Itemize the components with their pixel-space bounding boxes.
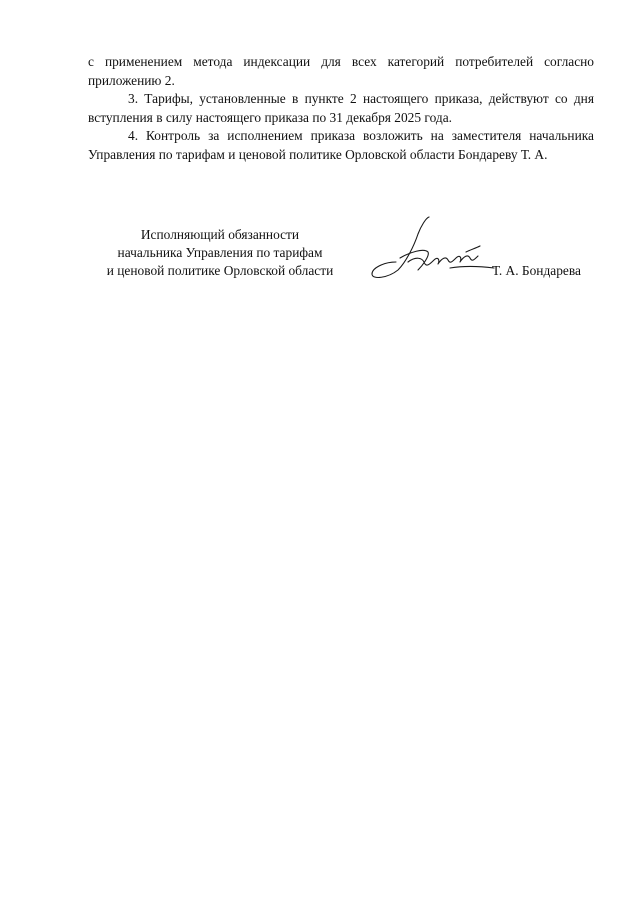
position-line: и ценовой политике Орловской области (106, 263, 334, 278)
position-line: начальника Управления по тарифам (117, 245, 323, 260)
signatory-name: Т. А. Бондарева (492, 263, 581, 278)
signatory-position (70, 226, 370, 280)
document-body (88, 53, 594, 164)
position-line: Исполняющий обязанности (140, 227, 300, 242)
handwritten-signature (366, 212, 496, 282)
paragraph-item-4: 4. Контроль за исполнением приказа возложить на заместителя начальника Управления по тарифам и ценовой политике Орловской области Бондареву Т. А. (88, 128, 594, 162)
paragraph-continuation: с применением метода индексации для всех категорий потребителей согласно приложению 2. (88, 54, 594, 88)
paragraph-item-3: 3. Тарифы, установленные в пункте 2 настоящего приказа, действуют со дня вступления в силу настоящего приказа по 31 декабря 2025 года. (88, 91, 594, 125)
